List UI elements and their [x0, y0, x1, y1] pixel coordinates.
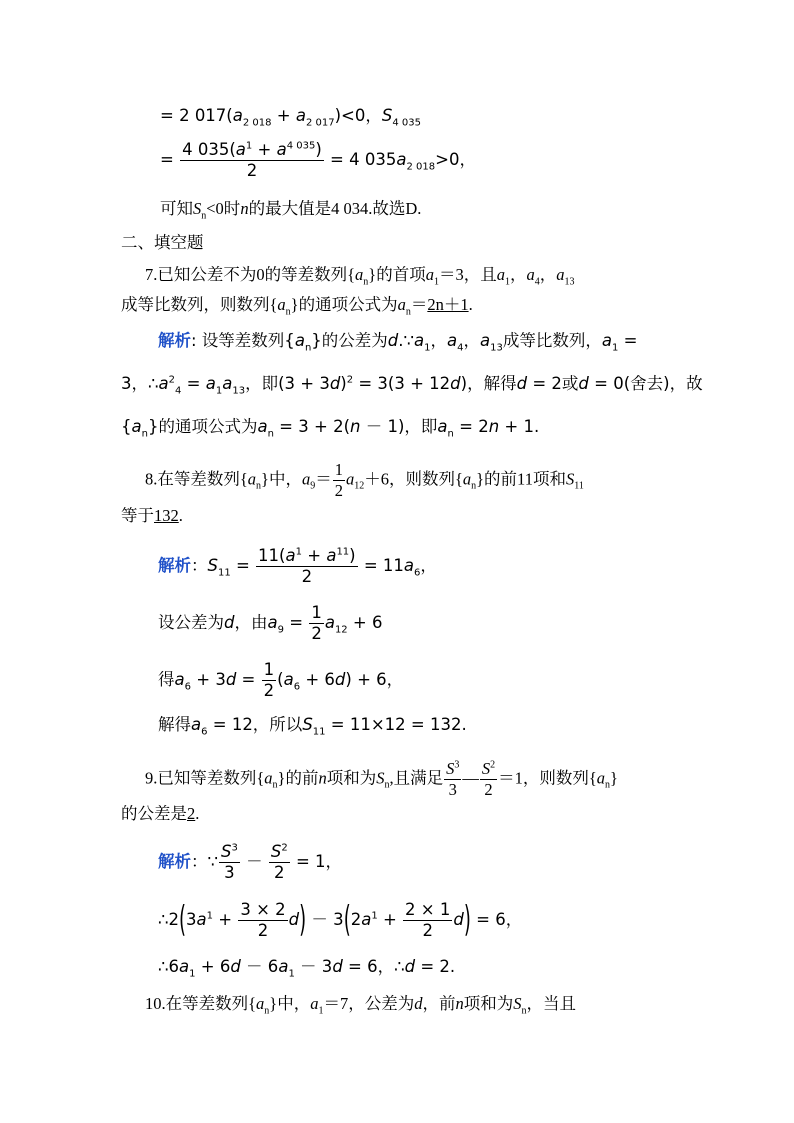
q7-analysis-2: 3，$\therefore a^2_4 = a_1a_{13}$，即$(3 + 3d)^2 = 3(3 + 12d)$，解得d = 2或d = 0(舍去)，故 [121, 374, 703, 397]
fraction: $\frac{S^3}{3}$ [446, 759, 460, 799]
q8-analysis-2: 设公差为d，由$a_9$ = $\frac{1}{2}$ $a_{12} + 6$ [158, 603, 383, 643]
q8-analysis-3: 得$a_6 + 3d$ = $\frac{1}{2}$ $(a_6 + 6d) + 6$， [158, 660, 404, 700]
q8-line-2: 等于132. [121, 506, 183, 525]
q7-line-2: 成等比数列，则数列$\{a_n\}$的通项公式为$a_n=2n+1$. [121, 295, 473, 318]
conclusion-line: 可知$S_n<0$时n的最大值是4 034.故选D. [160, 199, 422, 222]
eq-line-1: = 2 $017(a_{2 018} + a_{2 017})<0$，$S_{4 035}$ [160, 106, 421, 129]
fraction: $\frac{1}{2}$ [334, 460, 343, 500]
fraction: $\frac{4 035(a^1 + a^{4 035})}{2}$ [182, 140, 322, 180]
answer: 2n＋1 [427, 295, 469, 314]
q9-analysis-3: $\therefore 6a_1 + 6d - 6a_1 - 3d = 6$，∴d = 2. [158, 957, 456, 980]
fraction: $\frac{3 \times 2}{2}$ [240, 900, 286, 940]
q9-analysis-1: 解析：∵ $\frac{S^3}{3}$ － $\frac{S^2}{2}$ = 1， [158, 842, 343, 882]
section-heading: 二、填空题 [121, 233, 204, 252]
fraction: $\frac{1}{2}$ [311, 603, 322, 643]
q8-line-1: 8.在等差数列$\{a_n\}$中，$a_9=$ $\frac{1}{2}$ $a_{12}+6$，则数列$\{a_n\}$的前11项和$S_{11}$ [145, 460, 584, 500]
eq-line-2: = $\frac{4 035(a^1 + a^{4 035})}{2}$ = 4 $035a_{2 018}>0$， [160, 140, 476, 180]
fraction: $\frac{2 \times 1}{2}$ [405, 900, 451, 940]
analysis-label: 解析 [158, 852, 191, 871]
q7-line-1: 7.已知公差不为0的等差数列$\{a_n\}$的首项$a_1=3$，且$a_1$，$a_4$，$a_{13}$ [145, 265, 575, 288]
q7-analysis-1: 解析: 设等差数列$\{a_n\}$的公差为$d.\because a_1$，$a_4$，$a_{13}$成等比数列，$a_1$ = [158, 331, 638, 354]
fraction: $\frac{S^2}{2}$ [270, 842, 288, 882]
answer: 132 [154, 506, 179, 525]
q8-analysis-1: 解析：$S_{11}$ = $\frac{11(a^1 + a^{11})}{2}$ = $11a_6$， [158, 546, 437, 586]
q10-line-1: 10.在等差数列$\{a_n\}$中，$a_1=7$，公差为d，前n项和为$S_n$，当且 [145, 994, 576, 1017]
answer: 2 [187, 804, 196, 823]
fraction: $\frac{1}{2}$ [263, 660, 275, 700]
fraction: $\frac{S^2}{2}$ [481, 759, 496, 799]
q8-analysis-4: 解得$a_6 = 12$，所以$S_{11} = 11\times 12 = 132$. [158, 715, 467, 738]
analysis-label: 解析 [158, 556, 191, 575]
fraction: $\frac{S^3}{3}$ [221, 842, 238, 882]
fraction: $\frac{11(a^1 + a^{11})}{2}$ [258, 546, 356, 586]
q9-line-2: 的公差是2. [121, 804, 200, 823]
q7-analysis-3: $\{a_n\}$的通项公式为$a_n = 3 + 2(n - 1)$，即$a_n = 2n + 1$. [121, 417, 540, 440]
q9-analysis-2: $\therefore 2(3a^1$ + $\frac{3 \times 2}{2}$ $d) - 3(2a^1$ + $\frac{2 \times 1}{2}$ d) = 6， [158, 898, 523, 941]
analysis-label: 解析 [158, 331, 191, 350]
q9-line-1: 9.已知等差数列$\{a_n\}$的前n项和为$S_n$,且满足 $\frac{S^3}{3}$ — $\frac{S^2}{2}$ ＝1，则数列$\{a_n\}$ [145, 759, 618, 799]
